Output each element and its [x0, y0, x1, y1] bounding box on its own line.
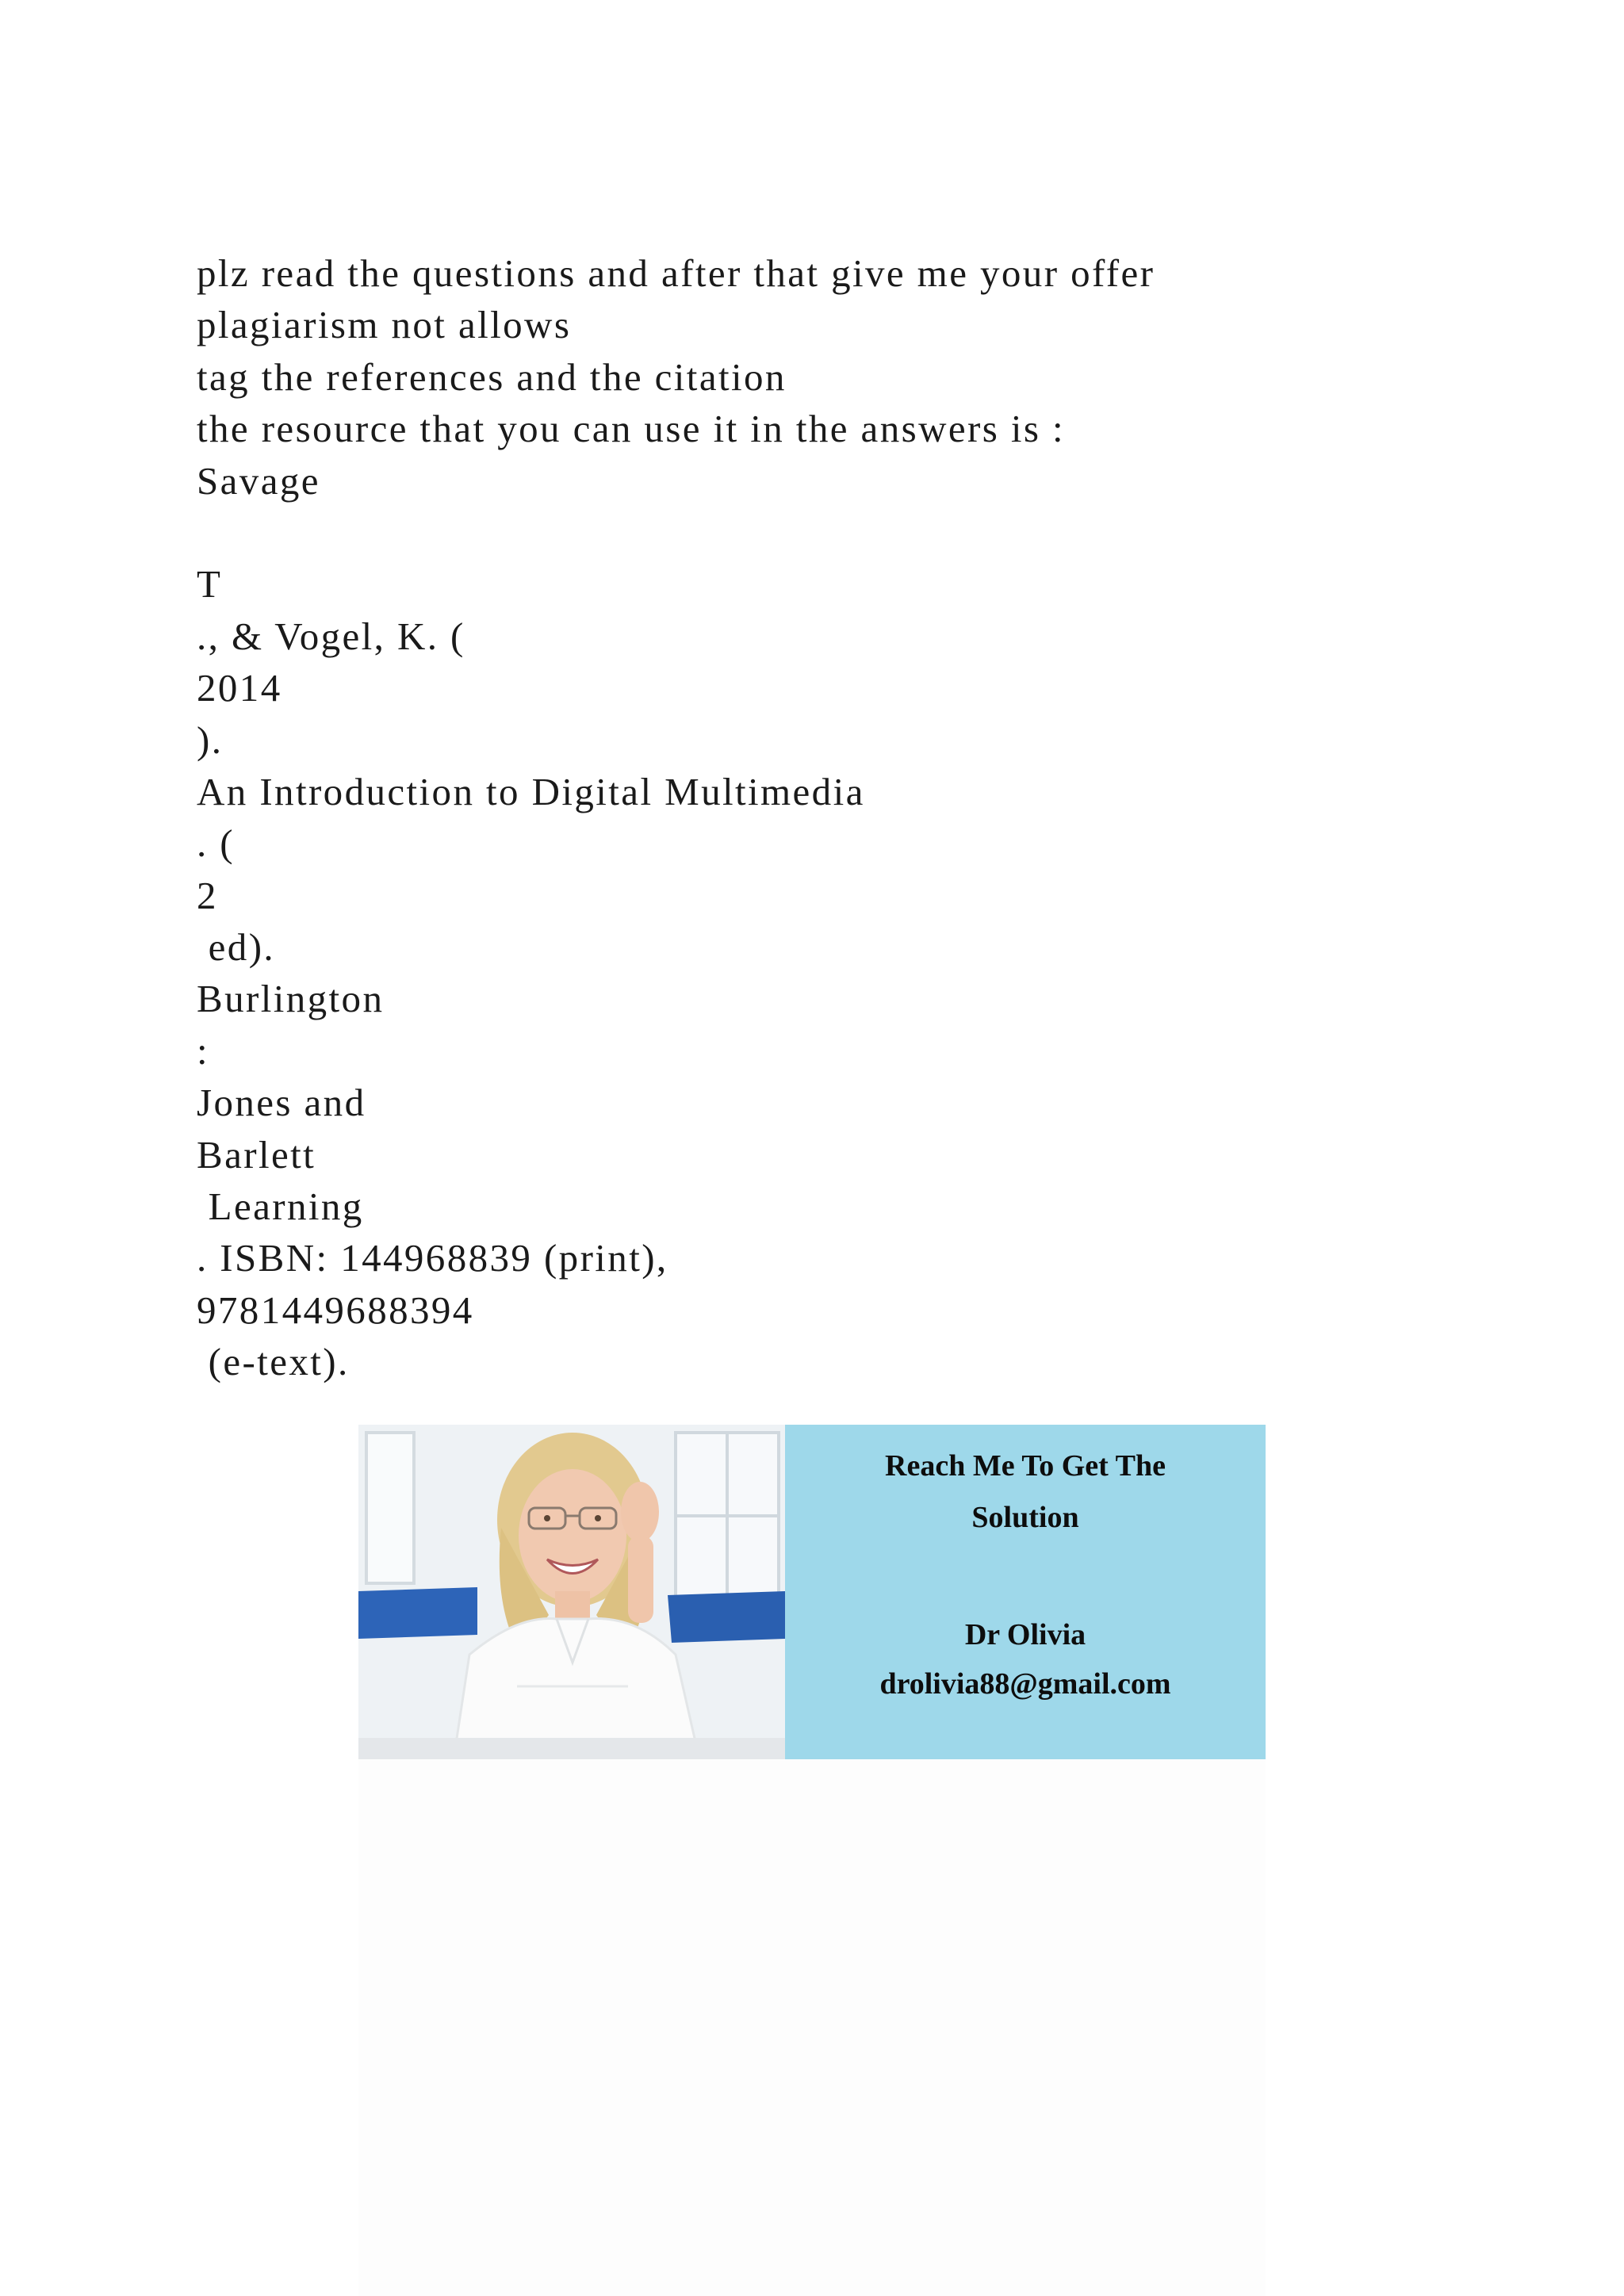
woman-portrait-image — [358, 1425, 785, 1759]
text-line: 9781449688394 — [197, 1288, 474, 1332]
text-line: Burlington — [197, 977, 385, 1021]
blank-image-area — [358, 1759, 1266, 2296]
text-line: T — [197, 562, 223, 607]
cta-line-1: Reach Me To Get The — [885, 1449, 1166, 1483]
text-line: 2 — [197, 873, 218, 917]
text-line: plagiarism not allows — [197, 303, 572, 347]
contact-card — [785, 1425, 1266, 1759]
text-line: 2014 — [197, 666, 282, 710]
text-line: . ( — [197, 821, 236, 866]
text-line: Savage — [197, 458, 320, 503]
text-line: (e-text). — [197, 1340, 350, 1384]
text-line: plz read the questions and after that give me your offer — [197, 251, 1155, 295]
text-line: ). — [197, 718, 224, 762]
text-line: Barlett — [197, 1132, 316, 1177]
contact-name: Dr Olivia — [964, 1618, 1086, 1651]
text-line: . ISBN: 144968839 (print), — [197, 1236, 668, 1280]
text-line: ., & Vogel, K. ( — [197, 614, 465, 658]
blank-line — [197, 507, 1465, 558]
text-line: Jones and — [197, 1081, 366, 1125]
text-line: ed). — [197, 925, 276, 970]
text-line: the resource that you can use it in the answers is : — [197, 407, 1065, 451]
text-line: Learning — [197, 1184, 364, 1229]
text-line: An Introduction to Digital Multimedia — [197, 769, 865, 813]
cta-line-2: Solution — [971, 1501, 1079, 1534]
text-line: tag the references and the citation — [197, 354, 787, 399]
contact-email: drolivia88@gmail.com — [879, 1667, 1171, 1701]
document-text — [197, 247, 1465, 1388]
contact-banner — [358, 1425, 1266, 1759]
tutor-photo — [358, 1425, 785, 1759]
text-line: : — [197, 1028, 210, 1073]
